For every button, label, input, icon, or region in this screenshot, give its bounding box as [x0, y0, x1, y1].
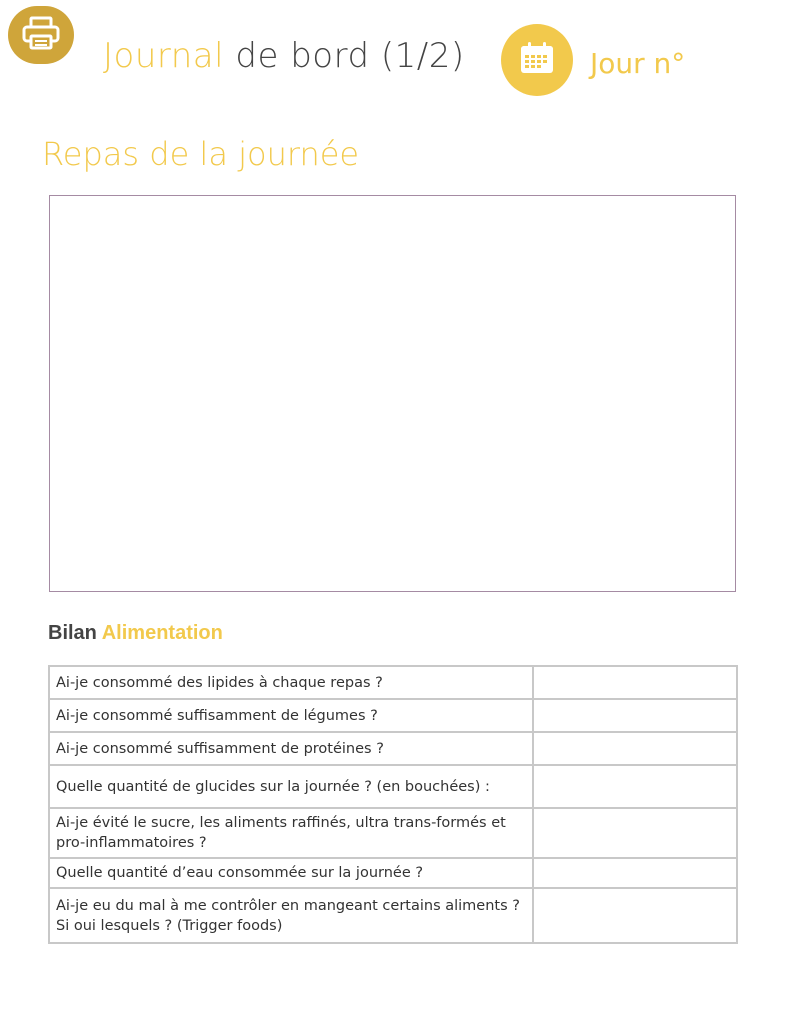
- answer-cell[interactable]: [533, 699, 737, 732]
- page-title: [103, 36, 465, 76]
- meals-input-area[interactable]: [49, 195, 736, 592]
- question-cell: Ai-je consommé des lipides à chaque repas ?: [49, 666, 533, 699]
- question-cell: Quelle quantité de glucides sur la journée ? (en bouchées) :: [49, 765, 533, 808]
- answer-cell[interactable]: [533, 858, 737, 888]
- answer-cell[interactable]: [533, 732, 737, 765]
- page-title-accent: Journal: [103, 36, 225, 76]
- bilan-title-accent: Alimentation: [101, 622, 223, 644]
- table-row: [49, 765, 737, 808]
- bilan-section-title: [48, 622, 223, 645]
- answer-cell[interactable]: [533, 888, 737, 943]
- calendar-icon: [518, 40, 556, 80]
- calendar-badge: [501, 24, 573, 96]
- answer-cell[interactable]: [533, 808, 737, 858]
- answer-cell[interactable]: [533, 666, 737, 699]
- day-number-label: Jour n°: [590, 47, 686, 80]
- meals-section-title: Repas de la journée: [42, 135, 360, 173]
- bilan-table: [48, 665, 738, 944]
- table-row: [49, 666, 737, 699]
- table-row: [49, 858, 737, 888]
- table-row: [49, 732, 737, 765]
- question-cell: Ai-je consommé suffisamment de légumes ?: [49, 699, 533, 732]
- question-cell: Ai-je évité le sucre, les aliments raffinés, ultra trans-formés et pro-inflammatoires ?: [49, 808, 533, 858]
- bilan-title-dark: Bilan: [48, 622, 97, 644]
- print-button[interactable]: [8, 6, 74, 64]
- question-cell: Ai-je eu du mal à me contrôler en mangeant certains aliments ? Si oui lesquels ? (Trigger foods): [49, 888, 533, 943]
- table-row: [49, 888, 737, 943]
- answer-cell[interactable]: [533, 765, 737, 808]
- page-title-rest: de bord (1/2): [235, 36, 465, 76]
- question-cell: Ai-je consommé suffisamment de protéines ?: [49, 732, 533, 765]
- printer-icon: [21, 15, 61, 55]
- question-cell: Quelle quantité d’eau consommée sur la journée ?: [49, 858, 533, 888]
- table-row: [49, 699, 737, 732]
- table-row: [49, 808, 737, 858]
